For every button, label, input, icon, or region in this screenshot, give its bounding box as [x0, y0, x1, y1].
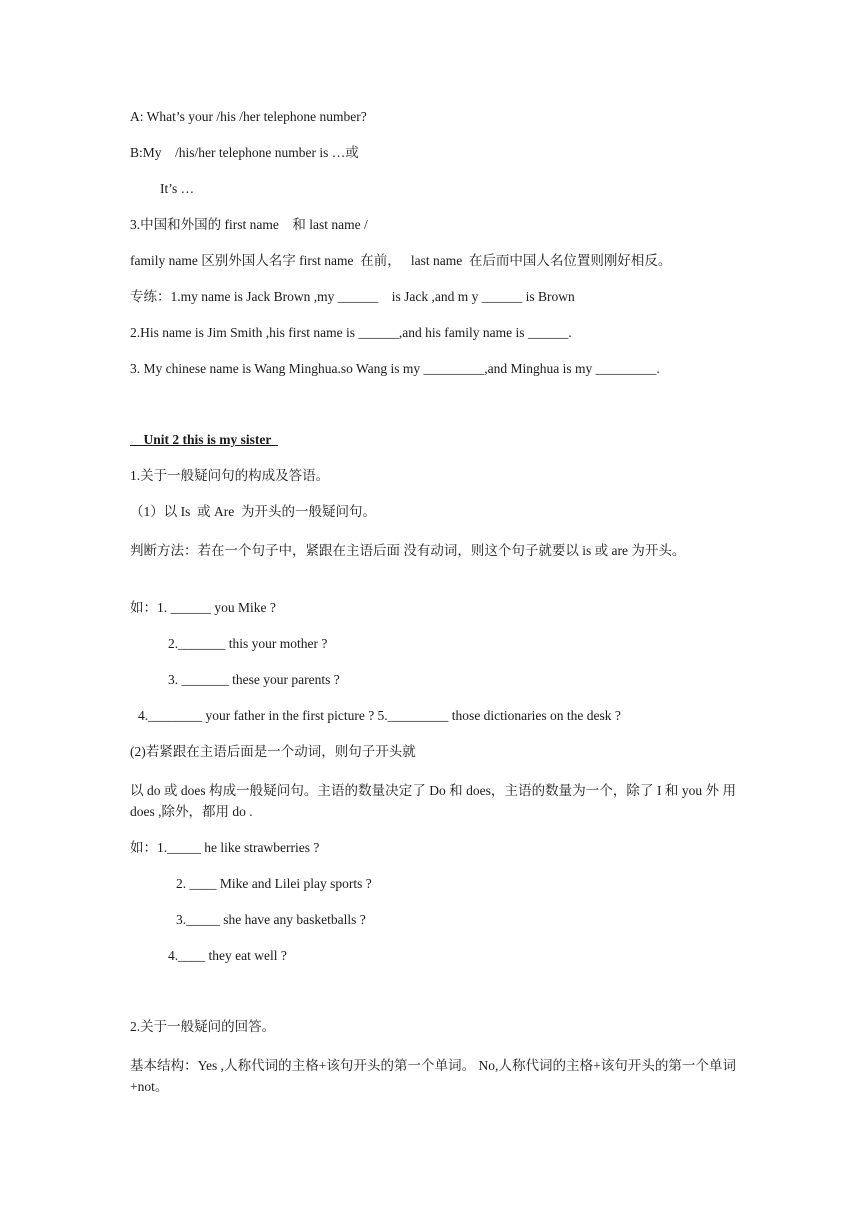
text-line: It’s …: [160, 181, 195, 196]
exercise-line: 如：1. ______ you Mike ?: [130, 600, 276, 615]
text-line: (2)若紧跟在主语后面是一个动词，则句子开头就: [130, 744, 416, 759]
text-line: 3.中国和外国的 first name 和 last name /: [130, 217, 368, 232]
text-paragraph: 基本结构：Yes ,人称代词的主格+该句开头的第一个单词。 No,人称代词的主格+该句开头的第一个单词+not。: [130, 1058, 736, 1094]
exercise-line: 4.________ your father in the first picture ? 5._________ those dictionaries on the desk ?: [138, 708, 621, 723]
exercise-line: 专练：1.my name is Jack Brown ,my ______ is Jack ,and m y ______ is Brown: [130, 289, 575, 304]
text-line: （1）以 Is 或 Are 为开头的一般疑问句。: [130, 504, 376, 519]
text-paragraph: 以 do 或 does 构成一般疑问句。主语的数量决定了 Do 和 does，主语的数量为一个，除了 I 和 you 外 用 does ,除外，都用 do .: [130, 783, 736, 819]
section-title: 2.关于一般疑问的回答。: [130, 1019, 276, 1034]
exercise-line: 3._____ she have any basketballs ?: [176, 912, 366, 927]
exercise-line: 2. ____ Mike and Lilei play sports ?: [176, 876, 372, 891]
exercise-line: 如：1._____ he like strawberries ?: [130, 840, 320, 855]
exercise-line: 3. _______ these your parents ?: [168, 672, 340, 687]
text-line: B:My /his/her telephone number is …或: [130, 145, 359, 160]
text-line: A: What’s your /his /her telephone number?: [130, 109, 367, 124]
exercise-line: 2.His name is Jim Smith ,his first name is ______,and his family name is ______.: [130, 325, 572, 340]
text-line: family name 区别外国人名字 first name 在前， last name 在后而中国人名位置则刚好相反。: [130, 253, 672, 268]
exercise-line: 2._______ this your mother ?: [168, 636, 328, 651]
unit-heading: Unit 2 this is my sister: [130, 432, 278, 447]
exercise-line: 4.____ they eat well ?: [168, 948, 287, 963]
exercise-line: 3. My chinese name is Wang Minghua.so Wang is my _________,and Minghua is my _________.: [130, 361, 660, 376]
text-paragraph: 判断方法：若在一个句子中，紧跟在主语后面 没有动词，则这个句子就要以 is 或 are 为开头。: [130, 543, 686, 558]
section-title: 1.关于一般疑问句的构成及答语。: [130, 468, 330, 483]
